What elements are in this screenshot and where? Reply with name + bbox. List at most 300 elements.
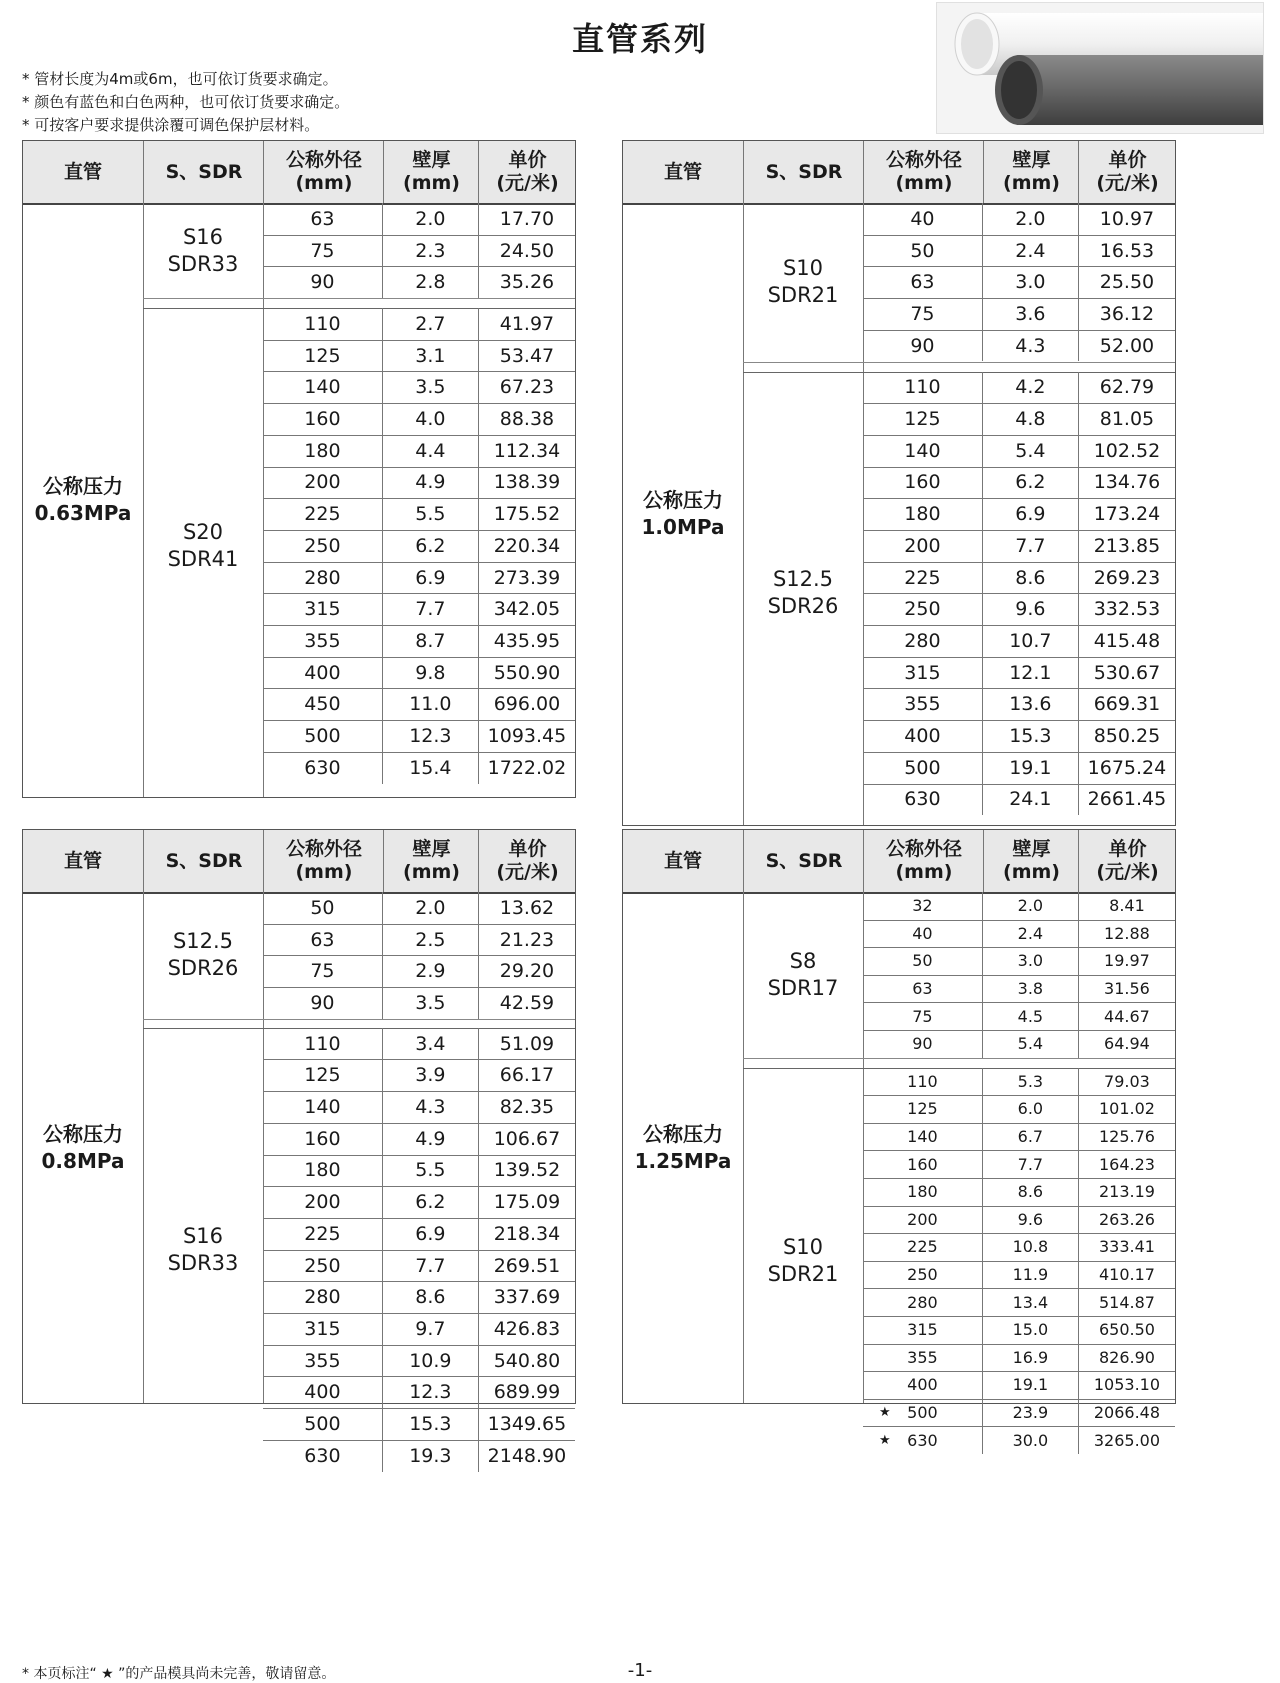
unit-price-cell-value: 415.48 [1093, 629, 1161, 652]
header-wall-thickness [983, 141, 1079, 203]
header-line: 公称外径 [285, 149, 362, 171]
diameter-cell-value: 50 [910, 239, 935, 262]
diameter-cell-value: 160 [304, 408, 341, 431]
unit-price-cell-value: 106.67 [493, 1127, 561, 1150]
header-s-sdr [143, 830, 264, 892]
diameter-cell [263, 1313, 382, 1345]
unit-price-cell-value: 1675.24 [1087, 756, 1167, 779]
diameter-cell [863, 593, 982, 625]
wall-thickness-cell-value: 3.0 [1015, 271, 1046, 294]
table-row [263, 1440, 575, 1472]
unit-price-cell-value: 81.05 [1099, 408, 1155, 431]
unit-price-cell [1078, 203, 1175, 235]
diameter-cell-value: 40 [910, 207, 935, 230]
unit-price-cell-value: 435.95 [493, 629, 561, 652]
table-row [863, 1030, 1175, 1058]
wall-thickness-cell [382, 892, 478, 924]
table-row [263, 372, 575, 405]
wall-thickness-cell-value: 10.9 [409, 1349, 452, 1372]
unit-price-cell-value: 175.09 [493, 1191, 561, 1214]
diameter-cell [863, 784, 982, 816]
wall-thickness-cell-value: 10.7 [1009, 629, 1052, 652]
diameter-cell-value: 315 [304, 1317, 341, 1340]
wall-thickness-cell [982, 1030, 1078, 1058]
wall-thickness-cell [382, 1186, 478, 1218]
unit-price-cell-value: 342.05 [493, 598, 561, 621]
table-row [863, 975, 1175, 1004]
wall-thickness-cell-value: 12.1 [1009, 661, 1052, 684]
unit-price-cell [1078, 1030, 1175, 1058]
diameter-cell-value: 110 [907, 1071, 938, 1091]
diameter-cell-value: 140 [907, 1127, 938, 1147]
diameter-cell [863, 1426, 982, 1454]
header-line: S、SDR [165, 160, 243, 183]
diameter-cell [263, 720, 382, 752]
diameter-cell-value: 75 [910, 302, 935, 325]
sdr-label: SDR33 [167, 1250, 239, 1275]
table-row [863, 203, 1175, 236]
diameter-cell [263, 1408, 382, 1440]
diameter-cell-value: 400 [907, 1375, 938, 1395]
unit-price-cell-value: 269.23 [1093, 566, 1161, 589]
diameter-cell [863, 947, 982, 975]
diameter-cell [263, 1060, 382, 1092]
unit-price-cell [478, 720, 575, 752]
wall-thickness-cell [982, 467, 1078, 499]
unit-price-cell [478, 955, 575, 987]
wall-thickness-cell [982, 498, 1078, 530]
wall-thickness-cell-value: 15.3 [409, 1413, 452, 1436]
wall-thickness-cell [982, 752, 1078, 784]
wall-thickness-cell-value: 30.0 [1012, 1430, 1049, 1450]
diameter-cell-value: 160 [904, 471, 941, 494]
s-sdr-label [768, 566, 839, 620]
wall-thickness-cell-value: 12.3 [409, 725, 452, 748]
diameter-cell-value: 90 [310, 271, 335, 294]
header-unit-price-text [496, 149, 558, 195]
wall-thickness-cell [982, 1002, 1078, 1030]
s-sdr-cell [143, 308, 263, 784]
diameter-cell-value: 63 [910, 271, 935, 294]
diameter-cell [263, 924, 382, 956]
header-diameter [263, 141, 384, 203]
unit-price-cell [1078, 689, 1175, 721]
wall-thickness-cell [382, 1028, 478, 1060]
s-sdr-label [768, 948, 839, 1002]
header-line: 壁厚 [1012, 149, 1051, 171]
wall-thickness-cell [382, 203, 478, 235]
unit-price-cell [478, 498, 575, 530]
unit-price-cell-value: 550.90 [493, 661, 561, 684]
wall-thickness-cell [382, 372, 478, 404]
unit-price-cell [478, 689, 575, 721]
wall-thickness-cell-value: 19.1 [1012, 1375, 1049, 1395]
table-row [263, 689, 575, 722]
s-sdr-label [168, 1223, 239, 1277]
wall-thickness-cell [382, 1440, 478, 1472]
table-row [263, 955, 575, 988]
diameter-cell-value: 75 [912, 1006, 933, 1026]
wall-thickness-cell [382, 403, 478, 435]
diameter-cell-value: 250 [304, 534, 341, 557]
s-series-label: S16 [182, 224, 224, 249]
diameter-cell [863, 498, 982, 530]
diameter-cell [863, 235, 982, 267]
diameter-cell-value: 140 [904, 439, 941, 462]
footnote: * 本页标注“ ★ ”的产品模具尚未完善，敬请留意。 [22, 1666, 336, 1682]
table-row [863, 435, 1175, 468]
pressure-class-cell [23, 892, 143, 1403]
unit-price-cell [478, 1091, 575, 1123]
diameter-cell-value: 280 [904, 629, 941, 652]
header-wall-thickness [983, 830, 1079, 892]
diameter-cell [263, 1345, 382, 1377]
wall-thickness-cell-value: 5.4 [1017, 1034, 1044, 1054]
table-row [263, 924, 575, 957]
wall-thickness-cell-value: 3.5 [415, 991, 446, 1014]
wall-thickness-cell-value: 2.0 [1017, 896, 1044, 916]
unit-price-cell [478, 235, 575, 267]
wall-thickness-cell [982, 203, 1078, 235]
wall-thickness-cell [382, 1408, 478, 1440]
group-separator [743, 362, 1175, 363]
unit-price-cell-value: 530.67 [1093, 661, 1161, 684]
diameter-cell-value: 63 [912, 979, 933, 999]
wall-thickness-cell-value: 5.4 [1015, 439, 1046, 462]
pressure-class-label [42, 1121, 125, 1175]
wall-thickness-cell [982, 657, 1078, 689]
unit-price-cell [478, 1408, 575, 1440]
wall-thickness-cell-value: 15.0 [1012, 1320, 1049, 1340]
unit-price-cell [478, 308, 575, 340]
table-row [263, 235, 575, 268]
header-s-sdr-text [766, 850, 843, 873]
unit-price-cell [1078, 1288, 1175, 1316]
table-row [263, 467, 575, 500]
diameter-cell [863, 1002, 982, 1030]
table-row [863, 1123, 1175, 1152]
unit-price-cell [478, 625, 575, 657]
unit-price-cell [1078, 892, 1175, 920]
wall-thickness-cell-value: 6.9 [1015, 503, 1046, 526]
unit-price-cell [1078, 1095, 1175, 1123]
unit-price-cell-value: 2066.48 [1093, 1403, 1161, 1423]
diameter-cell [863, 372, 982, 404]
wall-thickness-cell [982, 435, 1078, 467]
header-s-sdr-text [166, 850, 243, 873]
wall-thickness-cell-value: 12.3 [409, 1381, 452, 1404]
diameter-cell-value: 355 [304, 1349, 341, 1372]
unit-price-cell-value: 88.38 [499, 408, 555, 431]
table-header [23, 830, 575, 894]
diameter-cell [263, 1186, 382, 1218]
unit-price-cell-value: 1722.02 [487, 756, 567, 779]
wall-thickness-cell [382, 1155, 478, 1187]
wall-thickness-cell [982, 784, 1078, 816]
table-row [263, 308, 575, 341]
diameter-cell [263, 1155, 382, 1187]
table-row [263, 1377, 575, 1410]
header-line: 壁厚 [412, 838, 451, 860]
sdr-label: SDR17 [767, 975, 839, 1000]
diameter-cell-value: 180 [304, 1159, 341, 1182]
unit-price-cell-value: 66.17 [499, 1064, 555, 1087]
diameter-cell [863, 752, 982, 784]
diameter-cell-value: 225 [304, 503, 341, 526]
diameter-cell-value: 500 [304, 1413, 341, 1436]
wall-thickness-cell-value: 9.7 [415, 1317, 446, 1340]
table-row [863, 720, 1175, 753]
unit-price-cell [1078, 435, 1175, 467]
diameter-cell [863, 1233, 982, 1261]
unit-price-cell [1078, 720, 1175, 752]
pipe-product-image [936, 2, 1264, 134]
diameter-cell-value: 125 [907, 1099, 938, 1119]
star-marker-icon: ★ [879, 1405, 891, 1421]
unit-price-cell [478, 924, 575, 956]
diameter-cell [863, 920, 982, 948]
diameter-cell [863, 1150, 982, 1178]
header-s-sdr [143, 141, 264, 203]
unit-price-cell [1078, 298, 1175, 330]
unit-price-cell-value: 1349.65 [487, 1413, 567, 1436]
s-sdr-cell [143, 892, 263, 1019]
wall-thickness-cell [382, 467, 478, 499]
unit-price-cell [1078, 752, 1175, 784]
header-unit-price [478, 830, 576, 892]
table-row [863, 298, 1175, 331]
wall-thickness-cell-value: 4.3 [1015, 334, 1046, 357]
sdr-label: SDR21 [767, 283, 839, 308]
unit-price-cell-value: 1053.10 [1093, 1375, 1161, 1395]
unit-price-cell-value: 669.31 [1093, 693, 1161, 716]
unit-price-cell [478, 1060, 575, 1092]
unit-price-cell [1078, 1233, 1175, 1261]
header-line: 直管 [663, 849, 702, 872]
diameter-cell [863, 1371, 982, 1399]
table-row [863, 1344, 1175, 1373]
pressure-class-label [635, 1121, 732, 1175]
unit-price-cell [478, 435, 575, 467]
header-unit-price-text [1096, 838, 1158, 884]
unit-price-cell [1078, 1002, 1175, 1030]
diameter-cell [863, 1030, 982, 1058]
unit-price-cell-value: 10.97 [1099, 207, 1155, 230]
diameter-cell [263, 1281, 382, 1313]
wall-thickness-cell [382, 924, 478, 956]
diameter-cell [263, 1091, 382, 1123]
wall-thickness-cell-value: 7.7 [415, 598, 446, 621]
diameter-cell-value: 355 [304, 629, 341, 652]
unit-price-cell-value: 164.23 [1098, 1154, 1155, 1174]
unit-price-cell-value: 173.24 [1093, 503, 1161, 526]
wall-thickness-cell-value: 2.0 [1015, 207, 1046, 230]
diameter-cell-value: 125 [304, 1064, 341, 1087]
table-row [263, 987, 575, 1019]
pressure-label: 公称压力 [643, 1121, 723, 1146]
diameter-cell [863, 689, 982, 721]
diameter-cell [263, 955, 382, 987]
diameter-cell-value: 32 [912, 896, 933, 916]
unit-price-cell [1078, 1344, 1175, 1372]
pressure-class-cell [23, 203, 143, 797]
wall-thickness-cell [982, 947, 1078, 975]
wall-thickness-cell [382, 987, 478, 1019]
unit-price-cell [1078, 1316, 1175, 1344]
header-pipe-text [64, 161, 102, 184]
wall-thickness-cell-value: 19.1 [1009, 756, 1052, 779]
unit-price-cell-value: 540.80 [493, 1349, 561, 1372]
unit-price-cell-value: 64.94 [1104, 1034, 1150, 1054]
pipe-table [22, 829, 576, 1467]
unit-price-cell [478, 1313, 575, 1345]
table-row [863, 235, 1175, 268]
header-line: (mm) [895, 861, 953, 883]
diameter-cell [863, 403, 982, 435]
wall-thickness-cell [982, 403, 1078, 435]
table-row [863, 330, 1175, 362]
header-line: (mm) [403, 172, 460, 194]
wall-thickness-cell-value: 8.6 [1015, 566, 1046, 589]
wall-thickness-cell [982, 1233, 1078, 1261]
wall-thickness-cell-value: 6.2 [415, 534, 446, 557]
diameter-cell [863, 1261, 982, 1289]
wall-thickness-cell [382, 1345, 478, 1377]
unit-price-cell-value: 337.69 [493, 1286, 561, 1309]
wall-thickness-cell [982, 266, 1078, 298]
wall-thickness-cell [982, 1150, 1078, 1178]
wall-thickness-cell-value: 7.7 [1017, 1154, 1044, 1174]
s-series-label: S10 [782, 256, 824, 281]
wall-thickness-cell [382, 1060, 478, 1092]
unit-price-cell-value: 13.62 [499, 896, 555, 919]
header-pipe [23, 141, 143, 203]
wall-thickness-cell-value: 4.4 [415, 439, 446, 462]
s-sdr-cell [143, 1028, 263, 1472]
header-diameter [263, 830, 384, 892]
diameter-cell [863, 1399, 982, 1427]
pressure-class-label [642, 487, 725, 541]
unit-price-cell-value: 333.41 [1098, 1237, 1155, 1257]
diameter-cell-value: 315 [907, 1320, 938, 1340]
unit-price-cell [478, 752, 575, 784]
diameter-cell-value: 250 [907, 1265, 938, 1285]
wall-thickness-cell-value: 2.4 [1015, 239, 1046, 262]
table-row [263, 892, 575, 925]
diameter-cell-value: 75 [310, 960, 335, 983]
header-line: 单价 [508, 838, 547, 860]
wall-thickness-cell [382, 1091, 478, 1123]
unit-price-cell-value: 17.70 [499, 207, 555, 230]
unit-price-cell [1078, 625, 1175, 657]
s-sdr-label [168, 519, 239, 573]
unit-price-cell [1078, 530, 1175, 562]
table-row [263, 266, 575, 298]
table-row [263, 203, 575, 236]
diameter-cell [263, 467, 382, 499]
s-series-label: S12.5 [772, 567, 834, 592]
header-line: 公称外径 [885, 149, 962, 171]
group-separator [743, 1058, 1175, 1059]
diameter-cell [863, 203, 982, 235]
diameter-cell [863, 1123, 982, 1151]
header-line: S、SDR [165, 849, 243, 872]
wall-thickness-cell [982, 1261, 1078, 1289]
header-line: (元/米) [496, 172, 559, 194]
unit-price-cell-value: 79.03 [1104, 1071, 1150, 1091]
header-unit-price-text [1096, 149, 1158, 195]
wall-thickness-cell-value: 13.6 [1009, 693, 1052, 716]
unit-price-cell-value: 650.50 [1098, 1320, 1155, 1340]
diameter-cell-value: 500 [904, 756, 941, 779]
diameter-cell [863, 1288, 982, 1316]
unit-price-cell-value: 101.02 [1098, 1099, 1155, 1119]
header-line: 壁厚 [1012, 838, 1051, 860]
diameter-cell [863, 562, 982, 594]
wall-thickness-cell-value: 2.0 [415, 207, 446, 230]
header-line: 壁厚 [412, 149, 451, 171]
unit-price-cell-value: 16.53 [1099, 239, 1155, 262]
header-diameter [863, 830, 984, 892]
header-line: (元/米) [1096, 172, 1159, 194]
s-sdr-cell [743, 892, 863, 1058]
diameter-cell [863, 1206, 982, 1234]
wall-thickness-cell-value: 6.0 [1017, 1099, 1044, 1119]
unit-price-cell [478, 1345, 575, 1377]
header-wall-thickness [383, 141, 479, 203]
table-row [263, 340, 575, 373]
table-row [263, 530, 575, 563]
unit-price-cell [478, 203, 575, 235]
unit-price-cell [478, 1155, 575, 1187]
table-row [863, 1288, 1175, 1317]
diameter-cell [863, 1068, 982, 1096]
table-row [263, 1313, 575, 1346]
unit-price-cell-value: 218.34 [493, 1222, 561, 1245]
header-diameter-text [286, 149, 362, 195]
unit-price-cell-value: 112.34 [493, 439, 561, 462]
header-pipe [623, 830, 743, 892]
wall-thickness-cell [382, 689, 478, 721]
wall-thickness-cell-value: 6.9 [415, 566, 446, 589]
unit-price-cell [1078, 593, 1175, 625]
unit-price-cell-value: 21.23 [499, 928, 555, 951]
table-row [863, 625, 1175, 658]
diameter-cell-value: 63 [310, 928, 335, 951]
table-row [263, 562, 575, 595]
page-number: -1- [627, 1660, 653, 1681]
unit-price-cell [478, 1377, 575, 1409]
diameter-cell-value: 280 [304, 566, 341, 589]
unit-price-cell [478, 467, 575, 499]
unit-price-cell [1078, 372, 1175, 404]
unit-price-cell-value: 2661.45 [1087, 788, 1167, 811]
wall-thickness-cell-value: 9.6 [1015, 598, 1046, 621]
diameter-cell-value: 630 [304, 756, 341, 779]
wall-thickness-cell [982, 920, 1078, 948]
table-row [263, 498, 575, 531]
table-row [263, 1408, 575, 1441]
unit-price-cell [1078, 235, 1175, 267]
diameter-cell [263, 203, 382, 235]
wall-thickness-cell-value: 8.6 [1017, 1182, 1044, 1202]
s-sdr-label [168, 224, 239, 278]
s-sdr-label [168, 928, 239, 982]
diameter-cell [863, 1178, 982, 1206]
diameter-cell [263, 266, 382, 298]
wall-thickness-cell-value: 4.0 [415, 408, 446, 431]
wall-thickness-cell [982, 975, 1078, 1003]
